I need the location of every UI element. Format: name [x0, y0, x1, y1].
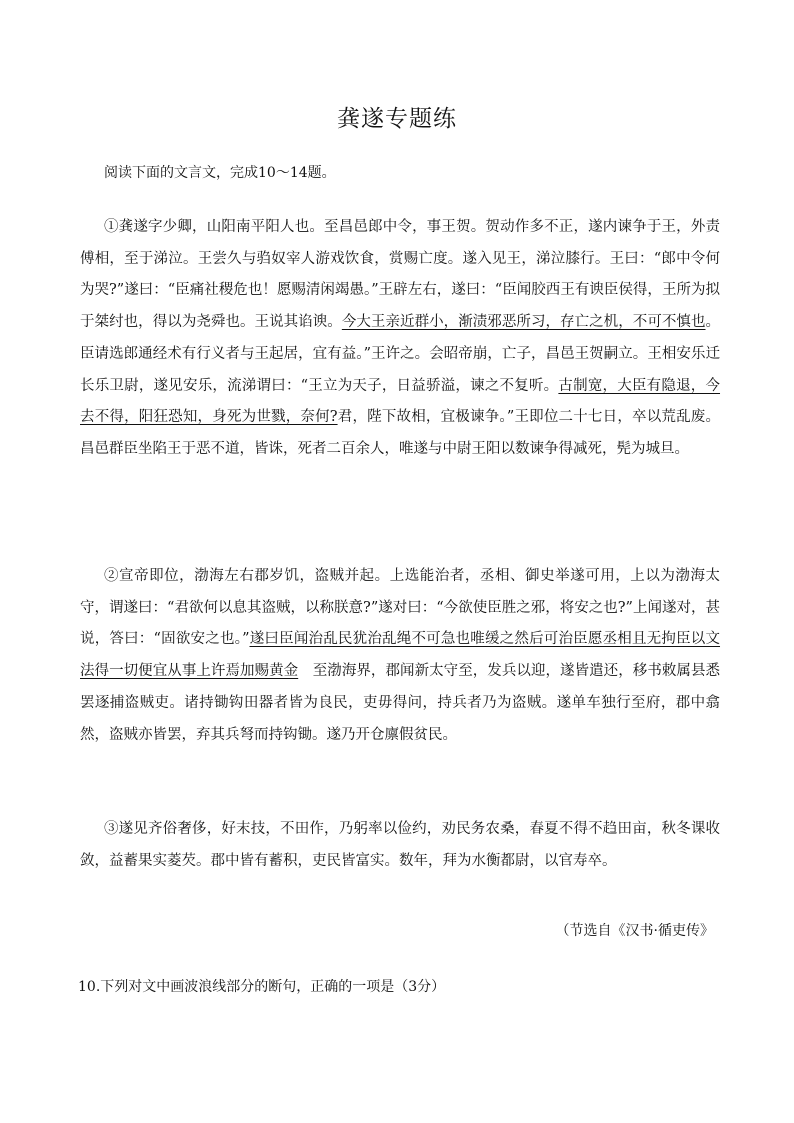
paragraph-text: 。臣请选郎通经术有行义者与王起居，宜有益。”王许之。会昭帝崩，亡子，昌邑王贺嗣立。王相安乐迁长乐卫尉，遂见安乐，流涕谓曰：“王立为天子，日益骄溢，谏之不复听。	[80, 314, 721, 394]
page-title: 龚遂专题练	[337, 106, 457, 132]
underlined-sentence: 今大王亲近群小，渐渍邪恶所习，存亡之机，不可不慎也	[341, 314, 706, 331]
source-citation: （节选自《汉书·循吏传》	[555, 923, 714, 939]
passage-paragraph-1	[80, 212, 720, 466]
passage-paragraph-3: ③遂见齐俗奢侈，好末技，不田作，乃躬率以俭约，劝民务农桑，春夏不得不趋田亩，秋冬课收敛，益蓄果实菱芡。郡中皆有蓄积，吏民皆富实。数年，拜为水衡都尉，以官寿卒。	[80, 821, 720, 869]
paragraph-text: ①龚遂字少卿，山阳南平阳人也。至昌邑郎中令，事王贺。贺动作多不正，遂内谏争于王，外责傅相，至于涕泣。王尝久与驺奴宰人游戏饮食，赏赐亡度。遂入见王，涕泣膝行。王曰：“郎中令何为哭?”遂曰：“臣痛社稷危也！愿赐清闲竭愚。”王辟左右，遂曰：“臣闻胶西王有谀臣侯得，王所为拟于桀纣也，得以为尧舜也。王说其谄谀。	[80, 219, 720, 331]
question-10: 10.下列对文中画波浪线部分的断句，正确的一项是（3分）	[78, 979, 446, 995]
passage-paragraph-2	[80, 561, 720, 751]
paragraph-text: 至渤海界，郡闻新太守至，发兵以迎，遂皆遣还，移书敕属县悉罢逐捕盗贼吏。诸持锄钩田器者皆为良民，吏毋得问，持兵者乃为盗贼。遂单车独行至府，郡中翕然，盗贼亦皆罢，弃其兵弩而持钩锄。遂乃开仓廪假贫民。	[80, 663, 721, 743]
paragraph-text: ②宣帝即位，渤海左右郡岁饥，盗贼并起。上选能治者，丞相、御史举遂可用，上以为渤海太守，谓遂曰：“君欲何以息其盗贼，以称朕意?”遂对曰：“今欲使臣胜之邪，将安之也?”上闻遂对，甚说，答曰：“固欲安之也。”	[80, 568, 720, 648]
wavy-underlined-sentence: 遂曰臣闻治乱民犹治乱绳不可急也唯缓之然后可治臣愿丞相且无拘臣以文法得一切便宜从事上许焉加赐黄金	[80, 631, 721, 680]
underlined-sentence: 古制宽，大臣有隐退，今去不得，阳狂恐知，身死为世戮，奈何?	[80, 377, 721, 426]
reading-instruction: 阅读下面的文言文，完成10～14题。	[104, 165, 336, 181]
paragraph-text: 君，陛下故相，宜极谏争。”王即位二十七日，卒以荒乱废。昌邑群臣坐陷王于恶不道，皆诛，死者二百余人，唯遂与中尉王阳以数谏争得减死，髡为城旦。	[80, 409, 720, 457]
